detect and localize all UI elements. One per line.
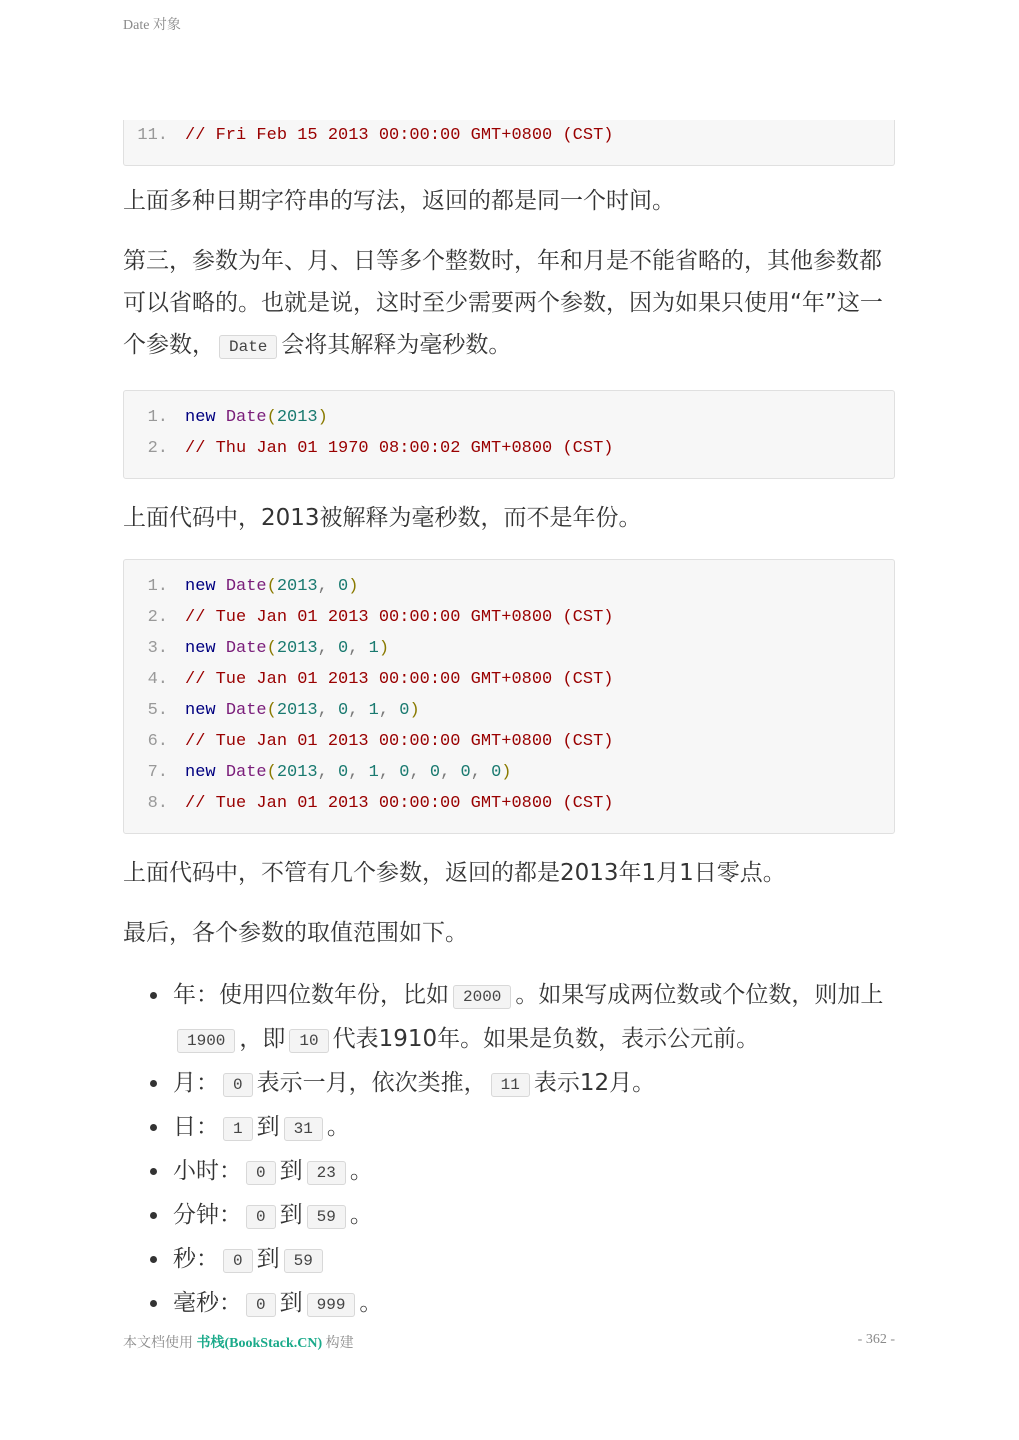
- inline-code: 0: [246, 1205, 276, 1229]
- list-item-month: [123, 1062, 895, 1106]
- code-token: 1: [368, 639, 379, 658]
- code-token: 2013: [276, 639, 318, 658]
- code-token: // Tue Jan 01 2013 00:00:00 GMT+0800 (CST): [185, 608, 614, 627]
- inline-code: 59: [284, 1249, 323, 1273]
- code-line: [124, 788, 894, 819]
- code-token: ,: [378, 701, 400, 720]
- inline-code: 0: [223, 1249, 253, 1273]
- item-label: 小时：: [173, 1158, 242, 1184]
- line-number: 5.: [147, 701, 168, 720]
- inline-code: 1900: [177, 1029, 235, 1053]
- code-token: // Tue Jan 01 2013 00:00:00 GMT+0800 (CST): [185, 732, 614, 751]
- paragraph-4: 上面代码中，不管有几个参数，返回的都是2013年1月1日零点。: [123, 860, 786, 886]
- code-token: 0: [399, 763, 410, 782]
- line-number: 2.: [147, 608, 168, 627]
- page-number: - 362 -: [857, 1332, 895, 1347]
- code-text: [185, 433, 613, 464]
- code-token: ,: [440, 763, 461, 782]
- code-token: // Thu Jan 01 1970 08:00:02 GMT+0800 (CST): [185, 439, 614, 458]
- item-label: 日：: [173, 1114, 219, 1140]
- code-line: [124, 664, 894, 695]
- item-text: 到: [279, 1202, 303, 1228]
- list-item-hour: [123, 1150, 895, 1194]
- inline-code: 11: [491, 1073, 530, 1097]
- code-token: ,: [378, 763, 400, 782]
- code-token: 0: [429, 763, 441, 782]
- code-token: 0: [338, 701, 349, 720]
- inline-code: 1: [223, 1117, 253, 1141]
- code-token: ,: [348, 639, 369, 658]
- code-token: 0: [491, 763, 502, 782]
- list-item-day: [123, 1106, 895, 1150]
- footer-suffix: 构建: [325, 1336, 354, 1351]
- code-token: Date: [225, 577, 267, 596]
- code-token: Date: [225, 408, 267, 427]
- code-token: 1: [368, 701, 379, 720]
- code-text: [185, 788, 613, 819]
- code-token: (: [266, 408, 277, 427]
- inline-code: 2000: [453, 985, 511, 1009]
- code-token: ): [348, 577, 359, 596]
- code-token: ,: [317, 639, 339, 658]
- inline-code: 999: [307, 1293, 356, 1317]
- line-number: 1.: [147, 408, 168, 427]
- inline-code: 0: [246, 1293, 276, 1317]
- code-lines: [124, 571, 894, 819]
- code-token: new: [185, 408, 226, 427]
- code-text: [185, 120, 613, 151]
- paragraph-2-text: 第三，参数为年、月、日等多个整数时，年和月是不能省略的，其他参数都可以省略的。也就是说，这时至少需要两个参数，因为如果只使用“年”这一个参数，: [123, 248, 883, 358]
- page-footer: [123, 1332, 895, 1352]
- item-label: 月：: [173, 1070, 219, 1096]
- code-text: [185, 571, 358, 602]
- footer-brand-link[interactable]: 书栈(BookStack.CN): [196, 1336, 323, 1351]
- paragraph-2-tail: 会将其解释为毫秒数。: [281, 332, 512, 358]
- line-number: 11.: [137, 126, 168, 145]
- code-token: 0: [338, 763, 349, 782]
- code-lines: [124, 120, 894, 151]
- inline-code-date: Date: [219, 335, 277, 359]
- line-number: 7.: [147, 763, 168, 782]
- code-token: // Tue Jan 01 2013 00:00:00 GMT+0800 (CST): [185, 794, 614, 813]
- list-item-minute: [123, 1194, 895, 1238]
- list-item-millisecond: [123, 1282, 895, 1326]
- code-token: (: [266, 763, 277, 782]
- item-text: 。: [349, 1158, 373, 1184]
- code-token: new: [185, 639, 226, 658]
- code-token: Date: [225, 639, 267, 658]
- code-text: [185, 633, 389, 664]
- item-text: 到: [279, 1158, 303, 1184]
- item-text: 。: [326, 1114, 350, 1140]
- code-text: [185, 664, 613, 695]
- bullet: [150, 1256, 157, 1263]
- document-body: [123, 120, 895, 1326]
- item-label: 年：使用四位数年份，比如: [173, 982, 449, 1008]
- code-token: 1: [368, 763, 379, 782]
- inline-code: 0: [246, 1161, 276, 1185]
- code-line: [124, 602, 894, 633]
- code-token: 0: [460, 763, 471, 782]
- code-text: [185, 695, 420, 726]
- inline-code: 31: [284, 1117, 323, 1141]
- code-token: ): [409, 701, 420, 720]
- code-token: 2013: [276, 577, 318, 596]
- code-token: ,: [317, 577, 339, 596]
- inline-code: 0: [223, 1073, 253, 1097]
- code-token: 0: [338, 639, 349, 658]
- item-text: ，即: [239, 1026, 286, 1052]
- paragraph-5: 最后，各个参数的取值范围如下。: [123, 920, 468, 946]
- item-label: 分钟：: [173, 1202, 242, 1228]
- inline-code: 59: [307, 1205, 346, 1229]
- list-item-year: [123, 974, 895, 1062]
- code-token: new: [185, 763, 226, 782]
- code-token: (: [266, 577, 277, 596]
- item-text: 表示一月，依次类推，: [256, 1070, 487, 1096]
- code-token: (: [266, 639, 277, 658]
- line-number: 3.: [147, 639, 168, 658]
- code-block-1: [123, 390, 895, 479]
- code-line: [124, 402, 894, 433]
- line-number: 6.: [147, 732, 168, 751]
- inline-code: 23: [307, 1161, 346, 1185]
- code-token: new: [185, 577, 226, 596]
- code-token: ,: [409, 763, 430, 782]
- code-line: [124, 726, 894, 757]
- line-number: 2.: [147, 439, 168, 458]
- bullet: [150, 1212, 157, 1219]
- item-text: 代表1910年。如果是负数，表示公元前。: [332, 1026, 760, 1052]
- line-number: 8.: [147, 794, 168, 813]
- item-text: 。如果写成两位数或个位数，则加上: [515, 982, 884, 1008]
- bullet: [150, 992, 157, 999]
- code-text: [185, 757, 512, 788]
- code-line: [124, 695, 894, 726]
- running-title: Date 对象: [123, 18, 181, 33]
- code-line: [124, 571, 894, 602]
- code-line: [124, 120, 894, 151]
- bullet: [150, 1124, 157, 1131]
- code-token: ,: [317, 701, 339, 720]
- code-token: 0: [399, 701, 410, 720]
- code-text: [185, 402, 328, 433]
- item-text: 到: [256, 1246, 280, 1272]
- bullet: [150, 1080, 157, 1087]
- item-text: 。: [349, 1202, 373, 1228]
- code-lines: [124, 402, 894, 464]
- code-token: 2013: [276, 408, 318, 427]
- item-label: 秒：: [173, 1246, 219, 1272]
- inline-code: 10: [289, 1029, 328, 1053]
- code-line: [124, 633, 894, 664]
- item-text: 到: [256, 1114, 280, 1140]
- code-token: // Fri Feb 15 2013 00:00:00 GMT+0800 (CST): [185, 126, 614, 145]
- code-token: new: [185, 701, 226, 720]
- code-token: (: [266, 701, 277, 720]
- code-token: ,: [348, 763, 369, 782]
- code-line: [124, 433, 894, 464]
- bullet: [150, 1168, 157, 1175]
- code-token: 2013: [276, 763, 318, 782]
- code-text: [185, 726, 613, 757]
- line-number: 1.: [147, 577, 168, 596]
- list-item-second: [123, 1238, 895, 1282]
- item-text: 表示12月。: [533, 1070, 656, 1096]
- item-text: 到: [279, 1290, 303, 1316]
- value-ranges-list: [123, 974, 895, 1326]
- code-fragment-top: [123, 120, 895, 166]
- code-token: ,: [348, 701, 369, 720]
- code-token: Date: [225, 701, 267, 720]
- paragraph-2: [123, 240, 895, 368]
- code-token: ): [378, 639, 390, 658]
- code-token: ,: [317, 763, 339, 782]
- code-token: ): [501, 763, 512, 782]
- code-token: ): [317, 408, 328, 427]
- item-label: 毫秒：: [173, 1290, 242, 1316]
- paragraph-1: 上面多种日期字符串的写法，返回的都是同一个时间。: [123, 188, 675, 214]
- code-text: [185, 602, 613, 633]
- item-text: 。: [359, 1290, 383, 1316]
- footer-prefix: 本文档使用: [123, 1336, 193, 1351]
- code-token: 2013: [276, 701, 318, 720]
- code-token: Date: [225, 763, 267, 782]
- code-line: [124, 757, 894, 788]
- paragraph-3: 上面代码中，2013被解释为毫秒数，而不是年份。: [123, 505, 642, 531]
- code-token: ,: [470, 763, 492, 782]
- bullet: [150, 1300, 157, 1307]
- code-block-2: [123, 559, 895, 834]
- code-token: 0: [338, 577, 349, 596]
- line-number: 4.: [147, 670, 168, 689]
- code-token: // Tue Jan 01 2013 00:00:00 GMT+0800 (CST): [185, 670, 614, 689]
